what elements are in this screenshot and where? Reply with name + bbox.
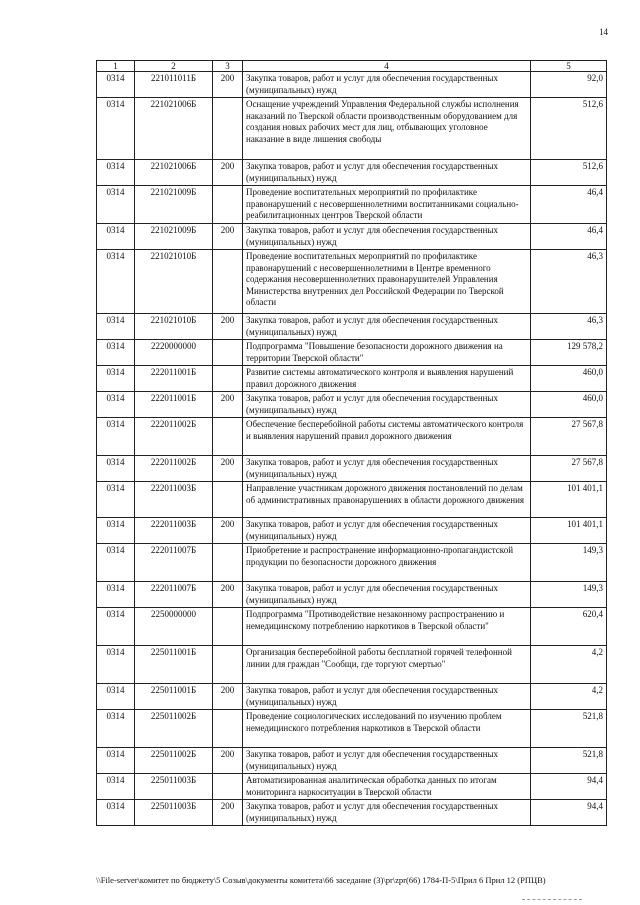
footer-file-path: \\File-server\комитет по бюджету\5 Созыв\документы комитета\66 заседание (3)\pr\zpr(66) 1784-П-5\Прил 6 Прил 12 (РПЦВ) [96, 875, 546, 885]
cell-expense-type: 200 [213, 800, 243, 826]
table-row [97, 160, 607, 186]
cell-description: Развитие системы автоматического контроля и выявления нарушений правил дорожного движения [243, 366, 531, 392]
table-row [97, 684, 607, 710]
table-row [97, 250, 607, 314]
cell-amount: 620,4 [531, 608, 607, 646]
cell-target-article: 222011007Б [135, 544, 213, 582]
cell-amount: 4,2 [531, 684, 607, 710]
cell-target-article: 221021009Б [135, 224, 213, 250]
cell-expense-type: 200 [213, 72, 243, 98]
table-row [97, 774, 607, 800]
table-row [97, 418, 607, 456]
cell-description: Закупка товаров, работ и услуг для обеспечения государственных (муниципальных) нужд [243, 392, 531, 418]
cell-amount: 101 401,1 [531, 518, 607, 544]
table-row [97, 456, 607, 482]
cell-description: Проведение воспитательных мероприятий по профилактике правонарушений с несовершеннолетними воспитанниками социально-реабилитационных центров Тверской области [243, 186, 531, 224]
cell-amount: 101 401,1 [531, 482, 607, 518]
table-row [97, 366, 607, 392]
cell-expense-type [213, 98, 243, 160]
cell-section: 0314 [97, 710, 135, 748]
cell-target-article: 221021010Б [135, 250, 213, 314]
table-row [97, 72, 607, 98]
cell-amount: 94,4 [531, 800, 607, 826]
cell-amount: 460,0 [531, 392, 607, 418]
cell-target-article: 221021006Б [135, 98, 213, 160]
page-number: 14 [599, 27, 608, 37]
cell-target-article: 225011002Б [135, 710, 213, 748]
cell-target-article: 225011001Б [135, 684, 213, 710]
column-header: 3 [213, 61, 243, 72]
cell-amount: 46,4 [531, 186, 607, 224]
column-header: 1 [97, 61, 135, 72]
footer-divider [522, 899, 582, 901]
table-row [97, 98, 607, 160]
cell-target-article: 2250000000 [135, 608, 213, 646]
column-header: 2 [135, 61, 213, 72]
cell-section: 0314 [97, 582, 135, 608]
cell-description: Приобретение и распространение информационно-пропагандистской продукции по безопасности дорожного движения [243, 544, 531, 582]
table-header-row [97, 61, 607, 72]
cell-expense-type: 200 [213, 160, 243, 186]
cell-target-article: 225011001Б [135, 646, 213, 684]
cell-expense-type [213, 250, 243, 314]
table-row [97, 392, 607, 418]
cell-description: Закупка товаров, работ и услуг для обеспечения государственных (муниципальных) нужд [243, 800, 531, 826]
cell-description: Закупка товаров, работ и услуг для обеспечения государственных (муниципальных) нужд [243, 684, 531, 710]
cell-description: Закупка товаров, работ и услуг для обеспечения государственных (муниципальных) нужд [243, 748, 531, 774]
cell-amount: 512,6 [531, 160, 607, 186]
cell-section: 0314 [97, 392, 135, 418]
cell-description: Оснащение учреждений Управления Федеральной службы исполнения наказаний по Тверской области производственным оборудованием для создания новых рабочих мест для лиц, отбывающих уголовное наказание в виде лишения свободы [243, 98, 531, 160]
cell-expense-type: 200 [213, 582, 243, 608]
table-row [97, 646, 607, 684]
cell-target-article: 222011007Б [135, 582, 213, 608]
cell-expense-type: 200 [213, 748, 243, 774]
cell-expense-type [213, 544, 243, 582]
table-row [97, 544, 607, 582]
cell-target-article: 225011003Б [135, 800, 213, 826]
cell-target-article: 221021010Б [135, 314, 213, 340]
cell-expense-type [213, 608, 243, 646]
cell-amount: 27 567,8 [531, 418, 607, 456]
table-row [97, 482, 607, 518]
cell-section: 0314 [97, 684, 135, 710]
cell-section: 0314 [97, 72, 135, 98]
cell-section: 0314 [97, 482, 135, 518]
table-row [97, 800, 607, 826]
table-row [97, 314, 607, 340]
cell-expense-type: 200 [213, 224, 243, 250]
cell-expense-type [213, 366, 243, 392]
cell-description: Организация бесперебойной работы бесплатной горячей телефонной линии для граждан "Сообщи, где торгуют смертью" [243, 646, 531, 684]
column-header: 4 [243, 61, 531, 72]
cell-expense-type: 200 [213, 684, 243, 710]
cell-amount: 149,3 [531, 582, 607, 608]
cell-target-article: 222011003Б [135, 482, 213, 518]
cell-description: Подпрограмма "Противодействие незаконному распространению и немедицинскому потреблению наркотиков в Тверской области" [243, 608, 531, 646]
cell-target-article: 221021006Б [135, 160, 213, 186]
cell-amount: 129 578,2 [531, 340, 607, 366]
cell-expense-type: 200 [213, 518, 243, 544]
cell-section: 0314 [97, 418, 135, 456]
cell-description: Проведение воспитательных мероприятий по профилактике правонарушений с несовершеннолетними в Центре временного содержания несовершеннолетних правонарушителей Управления Министерства внутренних дел Российской Федерации по Тверской области [243, 250, 531, 314]
cell-target-article: 225011002Б [135, 748, 213, 774]
cell-amount: 46,3 [531, 250, 607, 314]
budget-table [96, 60, 607, 826]
cell-description: Закупка товаров, работ и услуг для обеспечения государственных (муниципальных) нужд [243, 160, 531, 186]
cell-section: 0314 [97, 340, 135, 366]
cell-amount: 27 567,8 [531, 456, 607, 482]
cell-section: 0314 [97, 314, 135, 340]
cell-amount: 512,6 [531, 98, 607, 160]
table-row [97, 608, 607, 646]
cell-description: Закупка товаров, работ и услуг для обеспечения государственных (муниципальных) нужд [243, 518, 531, 544]
cell-expense-type [213, 646, 243, 684]
cell-section: 0314 [97, 748, 135, 774]
cell-description: Автоматизированная аналитическая обработка данных по итогам мониторинга наркоситуации в Тверской области [243, 774, 531, 800]
cell-section: 0314 [97, 544, 135, 582]
cell-section: 0314 [97, 774, 135, 800]
cell-amount: 521,8 [531, 710, 607, 748]
cell-amount: 149,3 [531, 544, 607, 582]
cell-target-article: 221021009Б [135, 186, 213, 224]
cell-target-article: 225011003Б [135, 774, 213, 800]
cell-expense-type [213, 418, 243, 456]
cell-section: 0314 [97, 518, 135, 544]
cell-section: 0314 [97, 646, 135, 684]
cell-section: 0314 [97, 608, 135, 646]
cell-section: 0314 [97, 160, 135, 186]
table-row [97, 518, 607, 544]
cell-target-article: 222011003Б [135, 518, 213, 544]
cell-section: 0314 [97, 456, 135, 482]
table-row [97, 186, 607, 224]
cell-section: 0314 [97, 186, 135, 224]
cell-description: Закупка товаров, работ и услуг для обеспечения государственных (муниципальных) нужд [243, 456, 531, 482]
cell-section: 0314 [97, 250, 135, 314]
cell-expense-type [213, 482, 243, 518]
table-row [97, 748, 607, 774]
cell-amount: 521,8 [531, 748, 607, 774]
cell-amount: 460,0 [531, 366, 607, 392]
cell-expense-type [213, 186, 243, 224]
cell-description: Обеспечение бесперебойной работы системы автоматического контроля и выявления нарушений правил дорожного движения [243, 418, 531, 456]
cell-amount: 92,0 [531, 72, 607, 98]
table-row [97, 340, 607, 366]
cell-target-article: 222011001Б [135, 392, 213, 418]
cell-amount: 46,3 [531, 314, 607, 340]
table-row [97, 224, 607, 250]
table-body [97, 72, 607, 826]
cell-description: Закупка товаров, работ и услуг для обеспечения государственных (муниципальных) нужд [243, 582, 531, 608]
cell-description: Проведение социологических исследований по изучению проблем немедицинского потребления наркотиков в Тверской области [243, 710, 531, 748]
cell-description: Подпрограмма "Повышение безопасности дорожного движения на территории Тверской области" [243, 340, 531, 366]
cell-description: Направление участникам дорожного движения постановлений по делам об административных правонарушениях в области дорожного движения [243, 482, 531, 518]
cell-amount: 4,2 [531, 646, 607, 684]
table-row [97, 582, 607, 608]
cell-description: Закупка товаров, работ и услуг для обеспечения государственных (муниципальных) нужд [243, 224, 531, 250]
cell-section: 0314 [97, 800, 135, 826]
cell-section: 0314 [97, 224, 135, 250]
cell-expense-type: 200 [213, 314, 243, 340]
cell-target-article: 222011002Б [135, 456, 213, 482]
cell-expense-type: 200 [213, 392, 243, 418]
cell-description: Закупка товаров, работ и услуг для обеспечения государственных (муниципальных) нужд [243, 72, 531, 98]
cell-section: 0314 [97, 98, 135, 160]
cell-expense-type [213, 710, 243, 748]
cell-expense-type [213, 340, 243, 366]
cell-target-article: 2220000000 [135, 340, 213, 366]
cell-target-article: 222011001Б [135, 366, 213, 392]
cell-target-article: 222011002Б [135, 418, 213, 456]
cell-amount: 46,4 [531, 224, 607, 250]
cell-expense-type: 200 [213, 456, 243, 482]
cell-amount: 94,4 [531, 774, 607, 800]
cell-target-article: 221011011Б [135, 72, 213, 98]
cell-expense-type [213, 774, 243, 800]
column-header: 5 [531, 61, 607, 72]
table-row [97, 710, 607, 748]
cell-section: 0314 [97, 366, 135, 392]
cell-description: Закупка товаров, работ и услуг для обеспечения государственных (муниципальных) нужд [243, 314, 531, 340]
